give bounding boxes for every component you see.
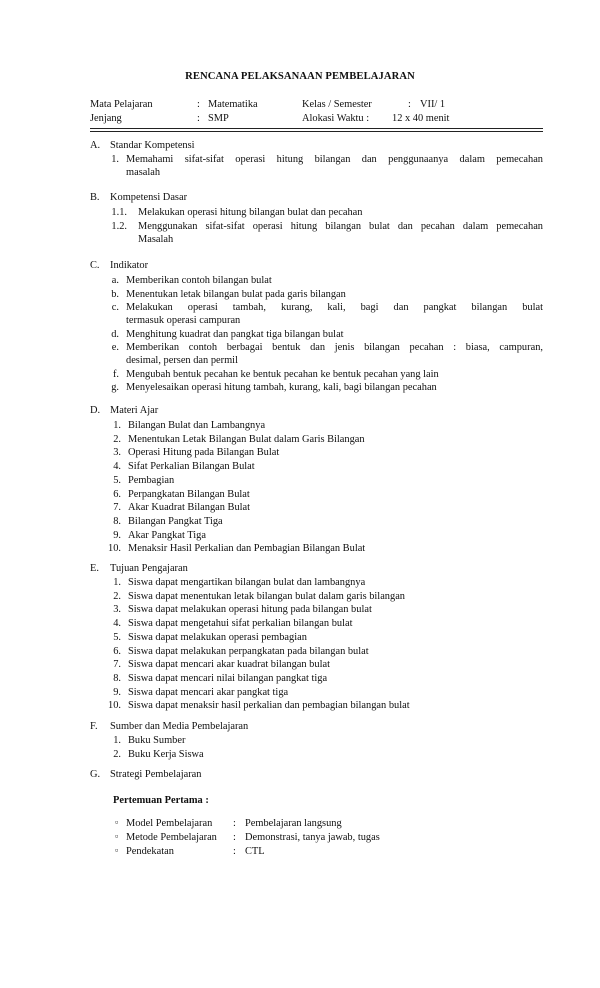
section-letter: B.	[90, 192, 100, 203]
item-number: 8.	[113, 515, 121, 527]
item-number: c.	[111, 302, 119, 313]
item-text: Akar Pangkat Tiga	[128, 529, 206, 541]
item-number: 4.	[113, 618, 121, 630]
item-number: f.	[112, 368, 119, 380]
item-text: Menghitung kuadrat dan pangkat tiga bilangan bulat	[126, 328, 344, 340]
section-letter: C.	[90, 260, 100, 271]
item-text: Melakukan operasi hitung bilangan bulat dan pecahan	[138, 207, 363, 218]
item-text: Sifat Perkalian Bilangan Bulat	[128, 461, 255, 473]
item-number: 5.	[113, 631, 121, 643]
kelas-colon: :	[408, 99, 411, 110]
item-number: 2.	[113, 748, 121, 760]
item-text: Memberikan contoh berbagai bentuk dan jenis bilangan pecahan : biasa, campuran,	[126, 342, 543, 353]
item-text: Siswa dapat melakukan operasi hitung pada bilangan bulat	[128, 604, 372, 616]
section-title: Kompetensi Dasar	[110, 192, 188, 203]
item-text: Perpangkatan Bilangan Bulat	[128, 488, 250, 500]
item-number: 7.	[113, 502, 121, 514]
item-number: a.	[111, 275, 119, 286]
subheading-text: Pertemuan Pertama :	[113, 795, 209, 806]
bullet-label: Metode Pembelajaran	[126, 832, 217, 843]
kelas-value: VII/ 1	[420, 99, 446, 110]
subheading-pertemuan	[113, 795, 209, 806]
item-text: masalah	[126, 167, 161, 178]
item-text: Siswa dapat melakukan operasi pembagian	[128, 631, 307, 643]
item-number: 10.	[108, 700, 121, 712]
item-text: Buku Kerja Siswa	[128, 748, 204, 760]
item-text: Memahami sifat-sifat operasi hitung bilangan dan penggunaanya dalam pemecahan	[126, 154, 543, 165]
item-number: 8.	[113, 672, 121, 684]
item-number: d.	[111, 328, 119, 340]
jenjang-label: Jenjang	[90, 113, 122, 124]
bullet-icon: ▫	[115, 817, 119, 827]
list-item-continued	[126, 355, 238, 366]
item-text: Menentukan Letak Bilangan Bulat dalam Garis Bilangan	[128, 433, 365, 445]
item-text: Siswa dapat melakukan perpangkatan pada bilangan bulat	[128, 645, 369, 657]
bullet-value: Pembelajaran langsung	[245, 818, 342, 829]
section-letter: F.	[90, 721, 98, 732]
list-item-continued	[126, 315, 240, 326]
item-text: Siswa dapat menaksir hasil perkalian dan pembagian bilangan bulat	[128, 700, 410, 712]
item-number: 1.	[113, 735, 121, 746]
section-title: Strategi Pembelajaran	[110, 769, 202, 780]
section-title: Materi Ajar	[110, 405, 159, 416]
item-number: 3.	[113, 604, 121, 616]
item-number: 1.1.	[111, 207, 127, 218]
list-item-continued	[126, 167, 160, 178]
item-number: 2.	[113, 590, 121, 602]
alokasi-label: Alokasi Waktu :	[302, 113, 370, 124]
item-text: Mengubah bentuk pecahan ke bentuk pecahan ke bentuk pecahan yang lain	[126, 368, 439, 380]
item-text: Siswa dapat mengetahui sifat perkalian bilangan bulat	[128, 618, 353, 630]
item-text: Akar Kuadrat Bilangan Bulat	[128, 502, 251, 514]
item-text: Pembagian	[128, 474, 175, 486]
section-title: Indikator	[110, 260, 149, 271]
item-text: Menggunakan sifat-sifat operasi hitung bilangan bulat dan pecahan dalam pemecahan	[138, 221, 543, 232]
item-text: Buku Sumber	[128, 735, 186, 746]
document-title: RENCANA PELAKSANAAN PEMBELAJARAN	[185, 71, 415, 82]
item-number: 6.	[113, 488, 121, 500]
item-text: Menentukan letak bilangan bulat pada garis bilangan	[126, 288, 346, 300]
bullet-colon: :	[233, 832, 236, 843]
item-text: Bilangan Pangkat Tiga	[128, 515, 223, 527]
item-number: 1.	[111, 154, 119, 165]
section-title: Sumber dan Media Pembelajaran	[110, 721, 249, 732]
mapel-colon: :	[197, 99, 200, 110]
header-row-2	[90, 113, 550, 126]
item-number: 2.	[113, 433, 121, 445]
section-letter: D.	[90, 405, 101, 416]
bullet-icon: ▫	[115, 831, 119, 841]
bullet-value: CTL	[245, 846, 265, 857]
header-row-1	[90, 99, 550, 112]
bullet-colon: :	[233, 818, 236, 829]
bullet-label: Model Pembelajaran	[126, 818, 213, 829]
section-title: Tujuan Pengajaran	[110, 563, 188, 574]
item-text: Siswa dapat mengartikan bilangan bulat dan lambangnya	[128, 577, 366, 588]
item-text: Siswa dapat mencari akar kuadrat bilangan bulat	[128, 659, 330, 671]
section-letter: E.	[90, 563, 99, 574]
item-text: Siswa dapat mencari nilai bilangan pangkat tiga	[128, 672, 328, 684]
alokasi-value: 12 x 40 menit	[392, 113, 450, 124]
mapel-value: Matematika	[208, 99, 258, 110]
item-number: 5.	[113, 474, 121, 486]
section-letter: A.	[90, 140, 101, 151]
item-number: 4.	[113, 461, 121, 473]
item-text: Bilangan Bulat dan Lambangnya	[128, 420, 266, 431]
bullet-label: Pendekatan	[126, 846, 174, 857]
item-text: desimal, persen dan permil	[126, 355, 238, 366]
item-text: Masalah	[138, 234, 174, 245]
item-number: b.	[111, 288, 119, 300]
bullet-icon: ▫	[115, 845, 119, 855]
mapel-label: Mata Pelajaran	[90, 99, 153, 110]
kelas-label: Kelas / Semester	[302, 99, 372, 110]
section-title: Standar Kompetensi	[110, 140, 195, 151]
bullet-value: Demonstrasi, tanya jawab, tugas	[245, 832, 380, 843]
jenjang-value: SMP	[208, 113, 229, 124]
item-number: 3.	[113, 447, 121, 459]
item-number: 1.	[113, 420, 121, 431]
item-text: Melakukan operasi tambah, kurang, kali, bagi dan pangkat bilangan bulat	[126, 302, 543, 313]
item-number: e.	[111, 342, 119, 353]
item-text: termasuk operasi campuran	[126, 315, 241, 326]
list-item-continued	[138, 234, 173, 245]
item-text: Siswa dapat menentukan letak bilangan bulat dalam garis bilangan	[128, 590, 406, 602]
item-number: 10.	[108, 543, 121, 555]
header-divider-bottom	[90, 131, 543, 132]
header-divider-top	[90, 128, 543, 129]
item-number: g.	[111, 382, 119, 393]
item-number: 9.	[113, 529, 121, 541]
item-text: Menaksir Hasil Perkalian dan Pembagian Bilangan Bulat	[128, 543, 366, 555]
item-number: 7.	[113, 659, 121, 671]
item-number: 9.	[113, 686, 121, 698]
item-number: 1.	[113, 577, 121, 588]
section-letter: G.	[90, 769, 101, 780]
item-number: 6.	[113, 645, 121, 657]
bullet-colon: :	[233, 846, 236, 857]
item-text: Siswa dapat mencari akar pangkat tiga	[128, 686, 289, 698]
item-text: Memberikan contoh bilangan bulat	[126, 275, 272, 286]
item-text: Menyelesaikan operasi hitung tambah, kurang, kali, bagi bilangan pecahan	[126, 382, 437, 393]
item-number: 1.2.	[111, 221, 127, 232]
item-text: Operasi Hitung pada Bilangan Bulat	[128, 447, 280, 459]
jenjang-colon: :	[197, 113, 200, 124]
